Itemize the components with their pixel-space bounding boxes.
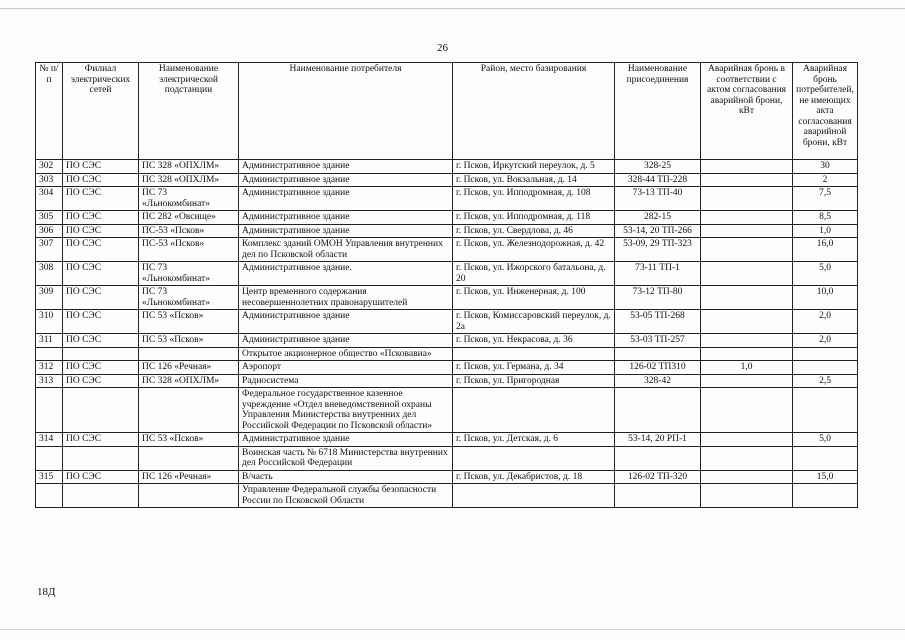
table-cell [701,262,793,286]
table-cell [793,484,858,508]
table-cell: Административное здание. [239,262,453,286]
table-cell: Федеральное государственное казенное учреждение «Отдел вневедомственной охраны Управления Министерства внутренних дел Российской Федерации по Псковской области» [239,388,453,433]
table-cell: ПО СЭС [63,470,139,484]
table-cell: ПО СЭС [63,310,139,334]
table-row [36,347,858,361]
table-cell: ПС 282 «Овсище» [139,211,239,225]
table-cell [36,484,63,508]
table-row [36,211,858,225]
table-cell [701,374,793,388]
table-cell: 328-44 ТП-228 [615,173,701,187]
table-cell: 53-05 ТП-268 [615,310,701,334]
table-cell [63,388,139,433]
table-row [36,310,858,334]
table-cell: 73-13 ТП-40 [615,187,701,211]
table-cell [701,173,793,187]
table-cell: 53-14, 20 ТП-266 [615,224,701,238]
table-row [36,238,858,262]
table-cell: Административное здание [239,211,453,225]
table-body [36,160,858,508]
table-cell: 1,0 [701,361,793,375]
table-cell: 15,0 [793,470,858,484]
table-cell: 305 [36,211,63,225]
table-cell: 5,0 [793,262,858,286]
table-cell [701,347,793,361]
table-cell: г. Псков, Комиссаровский переулок, д. 2а [453,310,615,334]
table-cell: ПО СЭС [63,262,139,286]
table-row [36,160,858,174]
table-cell [701,238,793,262]
header-cell: Аварийная бронь в соответствии с актом согласования аварийной брони, кВт [701,63,793,160]
table-cell [701,433,793,447]
table-cell: ПО СЭС [63,433,139,447]
table-cell [793,446,858,470]
table-cell: 328-42 [615,374,701,388]
table-cell: Административное здание [239,334,453,348]
table-cell: 10,0 [793,286,858,310]
table-cell: Открытое акционерное общество «Псковавиа» [239,347,453,361]
table-cell: 312 [36,361,63,375]
table-cell: г. Псков, ул. Декабристов, д. 18 [453,470,615,484]
header-cell: Наименование потребителя [239,63,453,160]
table-cell: ПС 328 «ОПХЛМ» [139,374,239,388]
table-row [36,262,858,286]
header-cell: Филиал электрических сетей [63,63,139,160]
table-cell: 282-15 [615,211,701,225]
table-cell: Комплекс зданий ОМОН Управления внутренних дел по Псковской области [239,238,453,262]
table-cell [701,187,793,211]
table-row [36,484,858,508]
table-cell: 307 [36,238,63,262]
table-cell: ПС 126 «Речная» [139,361,239,375]
table-cell [453,484,615,508]
table-cell: Центр временного содержания несовершеннолетних правонарушителей [239,286,453,310]
table-cell: ПС 53 «Псков» [139,334,239,348]
table-cell [36,347,63,361]
table-cell: Административное здание [239,160,453,174]
table-cell [63,484,139,508]
table-cell [701,470,793,484]
table-cell: 5,0 [793,433,858,447]
table-cell: 53-09, 29 ТП-323 [615,238,701,262]
table-cell [36,388,63,433]
table-cell: г. Псков, ул. Свердлова, д. 46 [453,224,615,238]
table-cell: ПС-53 «Псков» [139,238,239,262]
table-cell: г. Псков, ул. Ипподромная, д. 118 [453,211,615,225]
table-cell: г. Псков, Иркутский переулок, д. 5 [453,160,615,174]
table-cell [36,446,63,470]
table-row [36,374,858,388]
table-cell [615,446,701,470]
page-number: 26 [437,42,448,54]
table-cell: 304 [36,187,63,211]
table-cell [701,484,793,508]
header-cell: Наименование присоединения [615,63,701,160]
table-cell: г. Псков, ул. Вокзальная, д. 14 [453,173,615,187]
table-cell: 2,5 [793,374,858,388]
table-cell [793,347,858,361]
table-cell: ПО СЭС [63,286,139,310]
table-cell [139,484,239,508]
table-cell [701,334,793,348]
table-cell [793,388,858,433]
table-cell: г. Псков, ул. Железнодорожная, д. 42 [453,238,615,262]
table-row [36,334,858,348]
table-cell [63,446,139,470]
table-cell [139,388,239,433]
table-cell: ПС 126 «Речная» [139,470,239,484]
table-cell: 1,0 [793,224,858,238]
table-cell: 309 [36,286,63,310]
table-cell: ПС 73 «Льнокомбинат» [139,262,239,286]
table-row [36,286,858,310]
table-cell: 306 [36,224,63,238]
table-cell: 16,0 [793,238,858,262]
table-cell: ПС 53 «Псков» [139,310,239,334]
table-cell: 73-12 ТП-80 [615,286,701,310]
table-cell: Административное здание [239,173,453,187]
table-cell [139,446,239,470]
table-cell: ПО СЭС [63,238,139,262]
header-cell: Наименование электрической подстанции [139,63,239,160]
table-cell: ПО СЭС [63,334,139,348]
header-cell: Аварийная бронь потребителей, не имеющих акта согласования аварийной брони, кВт [793,63,858,160]
table-cell: 2 [793,173,858,187]
table-cell: ПС 73 «Льнокомбинат» [139,187,239,211]
table-cell: г. Псков, ул. Ипподромная, д. 108 [453,187,615,211]
table-row [36,470,858,484]
table-cell [793,361,858,375]
table-row [36,173,858,187]
table-cell: ПС 73 «Льнокомбинат» [139,286,239,310]
table-cell: Аэропорт [239,361,453,375]
table-cell: 2,0 [793,334,858,348]
table-cell: Воинская часть № 6718 Министерства внутренних дел Российской Федерации [239,446,453,470]
table-cell: ПО СЭС [63,160,139,174]
table-cell: 328-25 [615,160,701,174]
table-cell: г. Псков, ул. Ижорского батальона, д. 20 [453,262,615,286]
table-cell: 315 [36,470,63,484]
table-cell: ПС 328 «ОПХЛМ» [139,173,239,187]
table-cell: Административное здание [239,310,453,334]
table-cell: ПС 53 «Псков» [139,433,239,447]
table-cell: Административное здание [239,224,453,238]
table-row [36,224,858,238]
table-cell [615,388,701,433]
table-cell: ПС 328 «ОПХЛМ» [139,160,239,174]
table-cell [701,160,793,174]
table-cell: 310 [36,310,63,334]
table-cell [701,446,793,470]
table-cell: ПО СЭС [63,361,139,375]
table-cell [453,347,615,361]
table-cell [701,286,793,310]
table-cell: ПО СЭС [63,187,139,211]
table-cell: 314 [36,433,63,447]
table-row [36,433,858,447]
table-cell: г. Псков, ул. Германа, д. 34 [453,361,615,375]
table-cell: 8,5 [793,211,858,225]
table-cell: г. Псков, ул. Детская, д. 6 [453,433,615,447]
table-cell [701,310,793,334]
table-row [36,446,858,470]
table-cell [63,347,139,361]
table-row [36,388,858,433]
table-cell [615,484,701,508]
table-cell: 53-14, 20 РП-1 [615,433,701,447]
table-cell: 30 [793,160,858,174]
table-cell: ПО СЭС [63,374,139,388]
table-cell [701,388,793,433]
footer-code: 18Д [37,586,56,598]
table-cell: 308 [36,262,63,286]
table-cell: 311 [36,334,63,348]
table-cell: ПО СЭС [63,173,139,187]
scan-edge-bottom [0,629,905,630]
table-cell [139,347,239,361]
table-cell: 73-11 ТП-1 [615,262,701,286]
table-cell: г. Псков, ул. Некрасова, д. 36 [453,334,615,348]
header-cell: № п/п [36,63,63,160]
table-cell [701,224,793,238]
table-cell: В/часть [239,470,453,484]
table-header-row [36,63,858,160]
header-cell: Район, место базирования [453,63,615,160]
table-cell [615,347,701,361]
table-cell: 53-03 ТП-257 [615,334,701,348]
table-cell: 2,0 [793,310,858,334]
consumer-table [35,62,858,508]
table-cell: ПО СЭС [63,224,139,238]
table-row [36,187,858,211]
table-cell [453,388,615,433]
scan-edge-top [0,8,905,9]
table-cell: 126-02 ТП-320 [615,470,701,484]
table-cell: 7,5 [793,187,858,211]
table-cell: г. Псков, ул. Инженерная, д. 100 [453,286,615,310]
table-cell [453,446,615,470]
table-cell: ПО СЭС [63,211,139,225]
table-row [36,361,858,375]
table-cell: 302 [36,160,63,174]
table-cell [701,211,793,225]
table-cell: 313 [36,374,63,388]
table-cell: ПС-53 «Псков» [139,224,239,238]
table-cell: 303 [36,173,63,187]
table-cell: Административное здание [239,433,453,447]
table-cell: Административное здание [239,187,453,211]
table-cell: Управление Федеральной службы безопасности России по Псковской Области [239,484,453,508]
table-cell: Радиосистема [239,374,453,388]
table-cell: г. Псков, ул. Пригородная [453,374,615,388]
table-cell: 126-02 ТП310 [615,361,701,375]
